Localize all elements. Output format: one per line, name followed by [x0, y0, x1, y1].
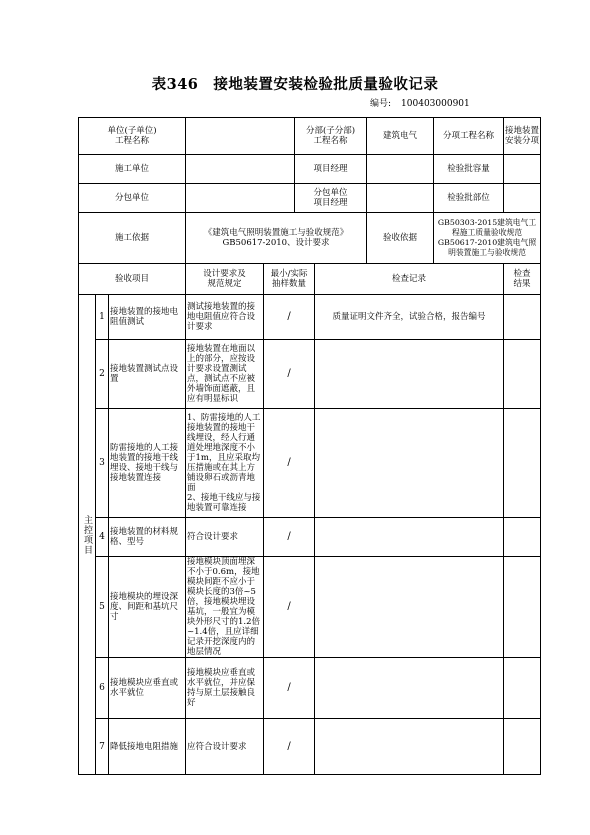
code-value: 100403000901	[401, 99, 470, 109]
row-sample[interactable]: /	[264, 295, 315, 340]
row-sample[interactable]: /	[264, 409, 315, 518]
row-number: 5	[96, 557, 109, 658]
construction-value[interactable]	[186, 155, 295, 184]
row-number: 7	[96, 719, 109, 775]
record-code	[370, 96, 480, 109]
unit-label: 单位(子单位) 工程名称	[79, 118, 186, 155]
part-value[interactable]	[504, 184, 541, 213]
subunit-label: 分部(子分部) 工程名称	[295, 118, 367, 155]
row-number: 1	[96, 295, 109, 340]
table-row	[79, 295, 541, 340]
row-item: 接地装置测试点设置	[109, 340, 186, 409]
row-item: 防雷接地的人工接地装置的接地干线埋设、接地干线与接地装置连接	[109, 409, 186, 518]
row-item: 降低接地电阻措施	[109, 719, 186, 775]
table-row	[79, 557, 541, 658]
capacity-value[interactable]	[504, 155, 541, 184]
row-record[interactable]	[315, 719, 504, 775]
basis-label: 施工依据	[79, 213, 186, 264]
row-result[interactable]	[504, 719, 541, 775]
part-label: 检验批部位	[434, 184, 504, 213]
row-record[interactable]	[315, 658, 504, 719]
row-number: 6	[96, 658, 109, 719]
code-label: 编号:	[370, 99, 392, 109]
inspection-table	[78, 117, 541, 775]
row-result[interactable]	[504, 295, 541, 340]
row-number: 4	[96, 518, 109, 557]
row-sample[interactable]: /	[264, 557, 315, 658]
accept-value: GB50303-2015建筑电气工程施工质量验收规范 GB50617-2010建筑电气照明装置施工与验收规范	[434, 213, 541, 264]
table-row	[79, 409, 541, 518]
col-sample: 最小/实际 抽样数量	[264, 264, 315, 295]
page-title: 表346 接地装置安装检验批质量验收记录	[151, 76, 439, 93]
row-result[interactable]	[504, 557, 541, 658]
row-requirement: 应符合设计要求	[186, 719, 264, 775]
subunit-value[interactable]: 建筑电气	[367, 118, 434, 155]
row-result[interactable]	[504, 340, 541, 409]
row-sample[interactable]: /	[264, 340, 315, 409]
row-record[interactable]: 质量证明文件齐全，试验合格，报告编号	[315, 295, 504, 340]
col-result: 检查 结果	[504, 264, 541, 295]
row-sample[interactable]: /	[264, 658, 315, 719]
capacity-label: 检验批容量	[434, 155, 504, 184]
item-value[interactable]: 接地装置安装分项	[504, 118, 541, 155]
table-row	[79, 658, 541, 719]
table-row	[79, 719, 541, 775]
row-item: 接地装置的接地电阻值测试	[109, 295, 186, 340]
section-label: 主控项目	[79, 295, 96, 775]
row-result[interactable]	[504, 409, 541, 518]
row-record[interactable]	[315, 409, 504, 518]
accept-label: 验收依据	[367, 213, 434, 264]
row-requirement: 接地装置在地面以上的部分，应按设计要求设置测试点，测试点不应被外墙饰面遮蔽，且应有明显标识	[186, 340, 264, 409]
sub-pm-value[interactable]	[367, 184, 434, 213]
item-label: 分项工程名称	[434, 118, 504, 155]
row-requirement: 符合设计要求	[186, 518, 264, 557]
row-item: 接地装置的材料规格、型号	[109, 518, 186, 557]
basis-value: 《建筑电气照明装置施工与验收规范》 GB50617-2010、设计要求	[186, 213, 367, 264]
row-requirement: 测试接地装置的接地电阻值应符合设计要求	[186, 295, 264, 340]
row-requirement: 1、防雷接地的人工接地装置的接地干线埋设，经人行通道处埋地深度不小于1m，且应采取均压措施或在其上方铺设卵石或沥青地面 2、接地干线应与接地装置可靠连接	[186, 409, 264, 518]
pm-label: 项目经理	[295, 155, 367, 184]
main-control-rows	[79, 295, 541, 775]
row-item: 接地模块的埋设深度、间距和基坑尺寸	[109, 557, 186, 658]
pm-value[interactable]	[367, 155, 434, 184]
row-record[interactable]	[315, 557, 504, 658]
row-result[interactable]	[504, 658, 541, 719]
table-row	[79, 340, 541, 409]
row-number: 2	[96, 340, 109, 409]
row-requirement: 接地模块顶面埋深不小于0.6m，接地模块间距不应小于模块长度的3倍~5倍，接地模块埋设基坑，一般宜为模块外形尺寸的1.2倍~1.4倍，且应详细记录开挖深度内的地层情况	[186, 557, 264, 658]
col-record: 检查记录	[315, 264, 504, 295]
table-row	[79, 518, 541, 557]
row-item: 接地模块应垂直或水平就位	[109, 658, 186, 719]
unit-value[interactable]	[186, 118, 295, 155]
sub-pm-label: 分包单位 项目经理	[295, 184, 367, 213]
row-record[interactable]	[315, 518, 504, 557]
row-requirement: 接地模块应垂直或水平就位，并应保持与原土层接触良好	[186, 658, 264, 719]
row-number: 3	[96, 409, 109, 518]
col-item: 验收项目	[79, 264, 186, 295]
sub-label: 分包单位	[79, 184, 186, 213]
sub-value[interactable]	[186, 184, 295, 213]
row-result[interactable]	[504, 518, 541, 557]
construction-label: 施工单位	[79, 155, 186, 184]
col-req: 设计要求及 规范规定	[186, 264, 264, 295]
row-sample[interactable]: /	[264, 719, 315, 775]
row-sample[interactable]: /	[264, 518, 315, 557]
row-record[interactable]	[315, 340, 504, 409]
